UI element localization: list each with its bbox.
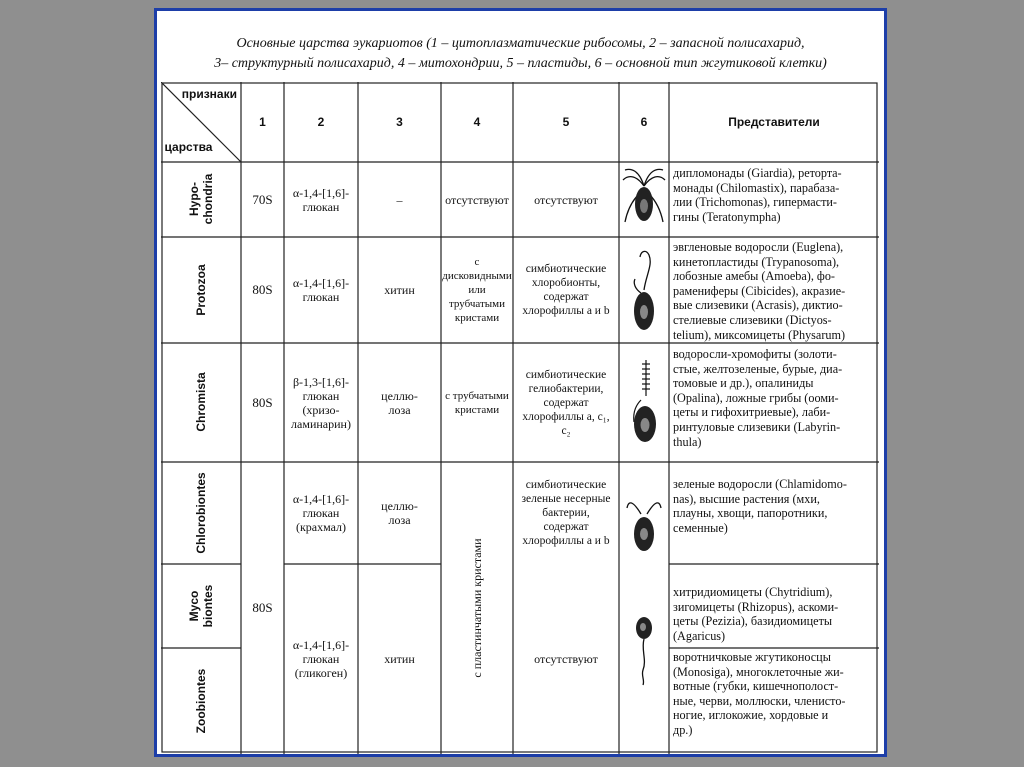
chromista-ribosomes: 80S [252,394,273,410]
protozoa-ribosomes: 80S [252,282,273,297]
hypochondria-mitochondria: отсутствуют [445,192,509,207]
hypochondria-ribosomes: 70S [252,191,273,207]
kingdom-protozoa: Protozoa [194,264,208,316]
zoobiontes-polysaccharide: α-1,4-[1,6]- глюкан (гликоген) [292,638,350,680]
multi-flagellate-cell-icon [619,164,669,236]
kingdom-zoobiontes: Zoobiontes [194,668,208,734]
euglenoid-cell-icon [619,245,669,337]
header-representatives: Представители [728,115,820,129]
mycobiontes-representatives: хитридиомицеты (Chytridium), зигомицеты (Rhizopus), аскоми- цеты (Pezizia), базидиомицеты (Agaricus) [673,585,839,643]
chlorobiontes-structural: целлю- лоза [381,499,418,527]
header-col-6: 6 [640,115,648,129]
merged-mitochondria: с пластинчатыми кристами [470,538,484,678]
hypochondria-polysaccharide: α-1,4-[1,6]- глюкан [292,185,350,214]
protozoa-representatives: эвгленовые водоросли (Euglena), кинетопластиды (Trypanosoma), лобозные амебы (Amoeba), фо- рамениферы (Cibicides), акразие- вые слизевики (Acrasis), диктио- стелиевые слизевики (Dictyos- telium), миксомицеты (Physarum) [673,240,846,342]
eukaryote-kingdoms-table [161,82,879,754]
header-corner-kingdoms: царства [164,140,213,154]
chlorobiontes-plastids: симбиотические зеленые несерные бактерии, содержат хлорофиллы a и b [521,479,611,547]
biflagellate-green-cell-icon [619,474,669,560]
kingdom-chromista: Chromista [194,372,208,432]
protozoa-polysaccharide: α-1,4-[1,6]- глюкан [292,276,350,304]
chromista-polysaccharide: β-1,3-[1,6]- глюкан (хризо- ламинарин) [291,374,351,431]
chromista-mitochondria: с трубчатыми кристами [445,389,509,416]
kingdom-mycobiontes: Myco biontes [187,584,215,628]
merged-ribosomes: 80S [252,600,273,615]
zoobiontes-structural: хитин [384,652,415,666]
heterokont-cell-icon [619,352,669,456]
header-col-4: 4 [473,115,481,129]
chromista-representatives: водоросли-хромофиты (золоти- стые, желтозеленые, бурые, диа- томовые и др.), опалиниды (Opalina), ложные грибы (ооми- цеты и гифохитриевые), лаби- ринтуловые слизевики (Labyrin- thula) [673,347,843,449]
header-col-5: 5 [562,115,570,129]
chlorobiontes-representatives: зеленые водоросли (Chlamidomo- nas), высшие растения (мхи, плауны, хвощи, папоротники, семенные) [673,477,847,535]
slide-frame [154,8,887,757]
header-col-2: 2 [317,115,325,129]
opisthokont-cell-icon [619,610,669,688]
chromista-structural: целлю- лоза [381,388,418,417]
protozoa-mitochondria: с дисковидными или трубчатыми кристами [442,256,512,324]
kingdom-hypochondria: Hypo- chondria [187,173,215,225]
merged-plastids-absent: отсутствуют [534,652,598,666]
caption-line-1: Основные царства эукариотов (1 – цитоплазматические рибосомы, 2 – запасной полисахарид, [236,36,805,51]
protozoa-structural: хитин [384,283,415,297]
header-corner-features: признаки [181,87,237,101]
protozoa-plastids: симбиотические хлоробионты, содержат хлорофиллы a и b [522,263,610,317]
hypochondria-representatives: дипломонады (Giardia), ретортa- монады (Chilomastix), парабаза- лии (Trichomonas), гипермасти- гины (Teratonympha) [673,166,842,224]
chlorobiontes-polysaccharide: α-1,4-[1,6]- глюкан (крахмал) [292,492,350,534]
hypochondria-structural: – [396,192,403,207]
header-col-1: 1 [259,115,266,129]
header-col-3: 3 [396,115,403,129]
kingdom-chlorobiontes: Chlorobiontes [194,472,208,554]
hypochondria-plastids: отсутствуют [534,192,598,207]
caption-line-2: 3– структурный полисахарид, 4 – митохондрии, 5 – пластиды, 6 – основной тип жгутиковой клетки) [214,56,827,71]
chromista-plastids: симбиотические гелиобактерии, содержат хлорофиллы a, c₁, c₂ [522,368,610,437]
zoobiontes-representatives: воротничковые жгутиконосцы (Monosiga), многоклеточные жи- вотные (губки, кишечнополост- ные, черви, моллюски, членисто- ногие, иглокожие, хордовые и др.) [673,650,846,737]
